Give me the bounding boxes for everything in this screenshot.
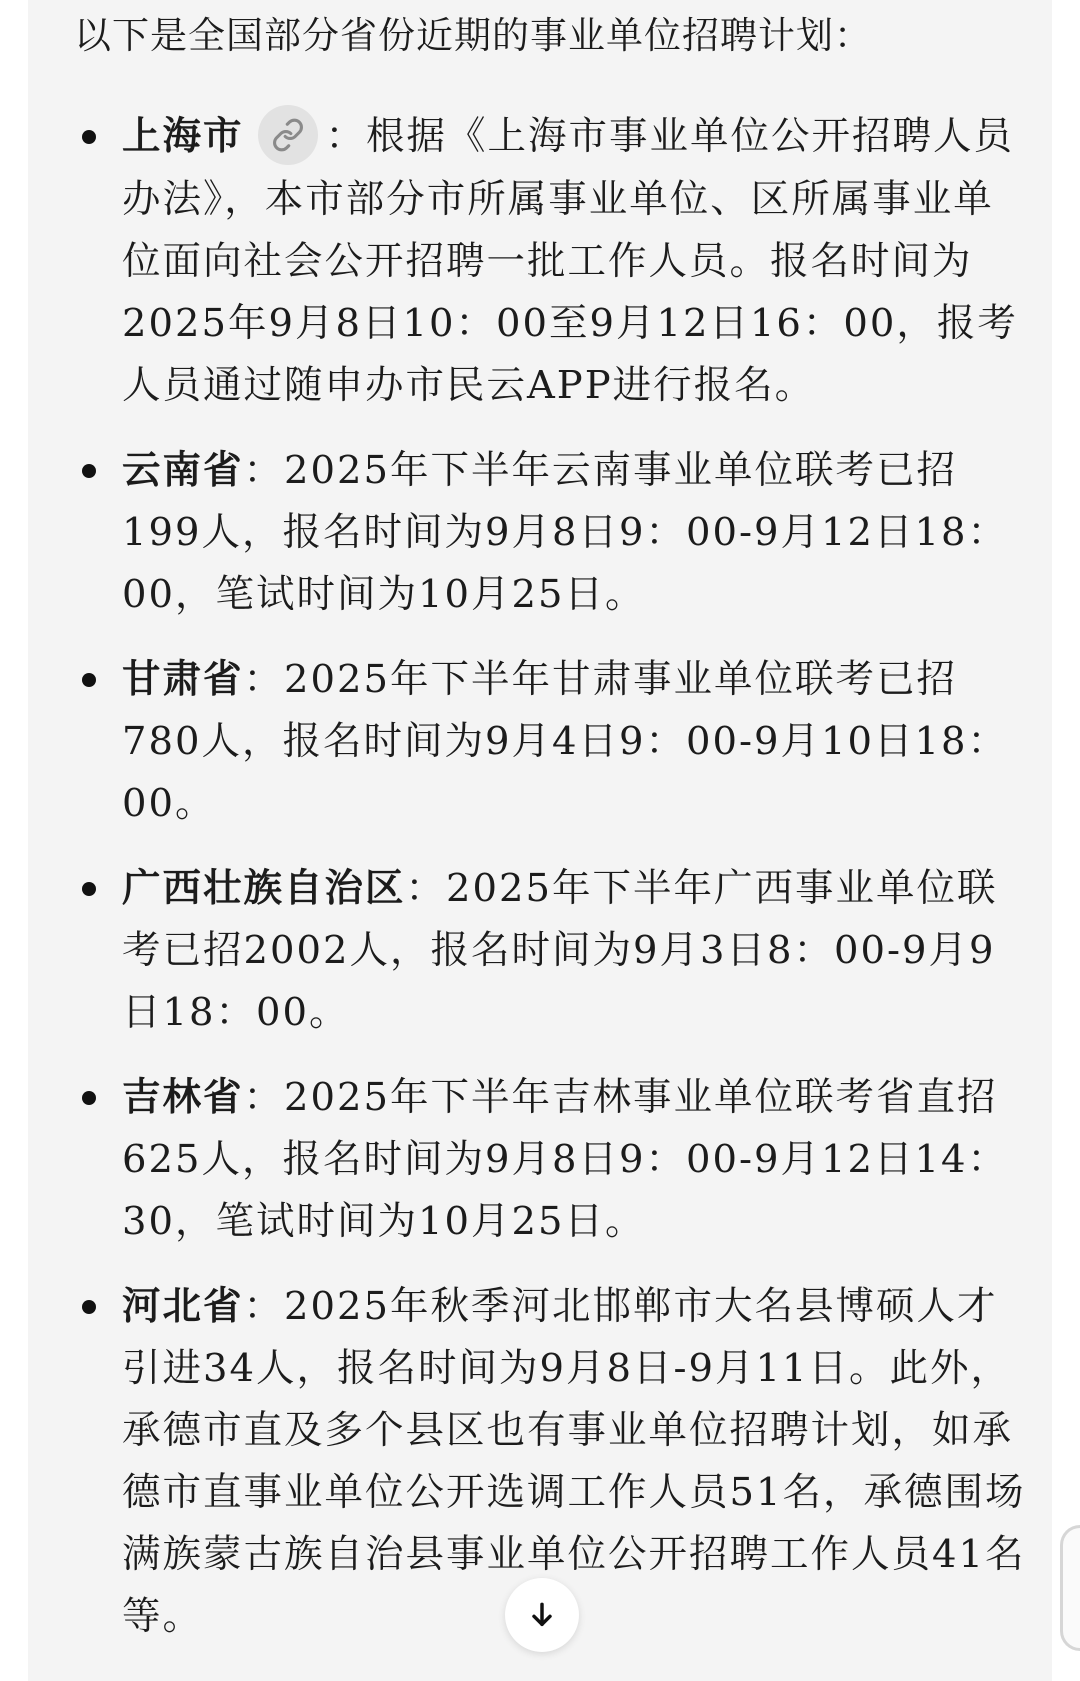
province-detail: 2025年秋季河北邯郸市大名县博硕人才引进34人，报名时间为9月8日-9月11日。此外，承德市直及多个县区也有事业单位招聘计划，如承德市直事业单位公开选调工作人员51名，承德围场满族蒙古族自治县事业单位公开招聘工作人员41名等。 bbox=[122, 1284, 1026, 1639]
edge-scroll-handle[interactable] bbox=[1060, 1525, 1080, 1651]
bullet bbox=[82, 882, 96, 896]
province-detail: 2025年下半年吉林事业单位联考省直招625人，报名时间为9月8日9：00-9月12日14：30，笔试时间为10月25日。 bbox=[122, 1075, 1008, 1244]
separator: ： bbox=[243, 448, 285, 493]
province-name: 吉林省 bbox=[122, 1075, 244, 1120]
response-content bbox=[74, 0, 1034, 1671]
intro-text: 以下是全国部分省份近期的事业单位招聘计划： bbox=[74, 14, 872, 57]
bullet bbox=[82, 130, 96, 144]
list-item-jilin bbox=[74, 1067, 1034, 1253]
list-item-gansu bbox=[74, 649, 1034, 835]
province-detail: 2025年下半年广西事业单位联考已招2002人，报名时间为9月3日8：00-9月9日18：00。 bbox=[122, 866, 998, 1035]
bullet bbox=[82, 673, 96, 687]
list-item-shanghai bbox=[74, 106, 1034, 417]
province-detail: 2025年下半年云南事业单位联考已招199人，报名时间为9月8日9：00-9月12日18：00，笔试时间为10月25日。 bbox=[122, 448, 1008, 617]
separator: ： bbox=[243, 1284, 285, 1329]
province-name: 云南省 bbox=[122, 448, 244, 493]
province-name: 广西壮族自治区 bbox=[122, 866, 406, 911]
province-name: 上海市 bbox=[122, 114, 244, 159]
list-item-guangxi bbox=[74, 858, 1034, 1044]
link-icon[interactable] bbox=[258, 105, 318, 165]
chat-response-panel bbox=[28, 0, 1052, 1681]
separator: ： bbox=[243, 657, 285, 702]
list-item-yunnan bbox=[74, 440, 1034, 626]
arrow-down-icon bbox=[526, 1599, 558, 1631]
province-list bbox=[74, 106, 1034, 1648]
scroll-down-button[interactable] bbox=[505, 1578, 579, 1652]
separator: ： bbox=[405, 866, 447, 911]
province-name: 甘肃省 bbox=[122, 657, 244, 702]
province-detail: 2025年下半年甘肃事业单位联考已招780人，报名时间为9月4日9：00-9月10日18：00。 bbox=[122, 657, 1008, 826]
province-detail: 根据《上海市事业单位公开招聘人员办法》，本市部分市所属事业单位、区所属事业单位面向社会公开招聘一批工作人员。报名时间为2025年9月8日10：00至9月12日16：00，报考人员通过随申办市民云APP进行报名。 bbox=[122, 114, 1018, 408]
separator: ： bbox=[243, 1075, 285, 1120]
bullet bbox=[82, 1300, 96, 1314]
province-name: 河北省 bbox=[122, 1284, 244, 1329]
bullet bbox=[82, 1091, 96, 1105]
bullet bbox=[82, 464, 96, 478]
separator: ： bbox=[325, 114, 367, 159]
